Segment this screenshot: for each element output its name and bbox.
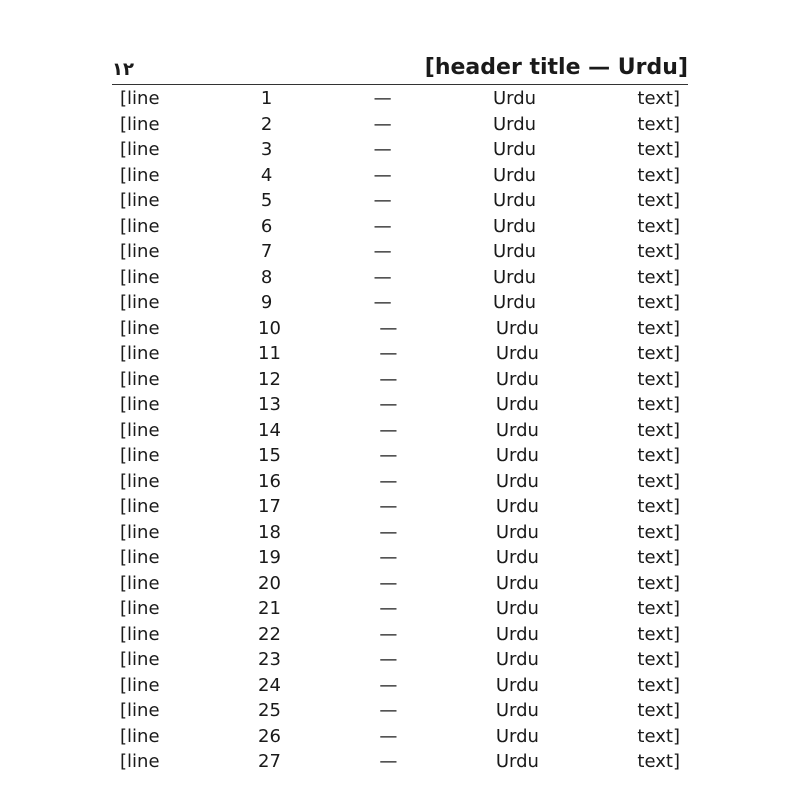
text-line: [line 27 — Urdu text] [120,751,680,772]
text-line: [line 12 — Urdu text] [120,368,680,390]
text-line: [line 6 — Urdu text] [120,215,680,237]
text-line: [line 10 — Urdu text] [120,317,680,339]
text-line: [line 15 — Urdu text] [120,445,680,466]
body-text [120,86,680,775]
text-line: [line 20 — Urdu text] [120,572,680,594]
text-line: [line 25 — Urdu text] [120,700,680,721]
text-line: [line 22 — Urdu text] [120,623,680,645]
text-line: [line 11 — Urdu text] [120,343,680,364]
text-line: [line 16 — Urdu text] [120,470,680,492]
text-line: [line 4 — Urdu text] [120,164,680,186]
running-header [112,40,688,85]
header-title: [header title — Urdu] [424,55,688,80]
text-line: [line 8 — Urdu text] [120,266,680,288]
text-line: [line 24 — Urdu text] [120,674,680,696]
text-line: [line 2 — Urdu text] [120,113,680,135]
text-line: [line 17 — Urdu text] [120,496,680,517]
text-line: [line 21 — Urdu text] [120,598,680,619]
text-line: [line 14 — Urdu text] [120,419,680,441]
text-line: [line 18 — Urdu text] [120,521,680,543]
text-line: [line 23 — Urdu text] [120,649,680,670]
page-number: ۱۲ [112,59,134,80]
text-line: [line 19 — Urdu text] [120,547,680,568]
text-line: [line 3 — Urdu text] [120,139,680,160]
text-line: [line 5 — Urdu text] [120,190,680,211]
text-line: [line 9 — Urdu text] [120,292,680,313]
text-line: [line 1 — Urdu text] [120,88,680,109]
text-line: [line 13 — Urdu text] [120,394,680,415]
text-line: [line 7 — Urdu text] [120,241,680,262]
text-line: [line 26 — Urdu text] [120,725,680,747]
